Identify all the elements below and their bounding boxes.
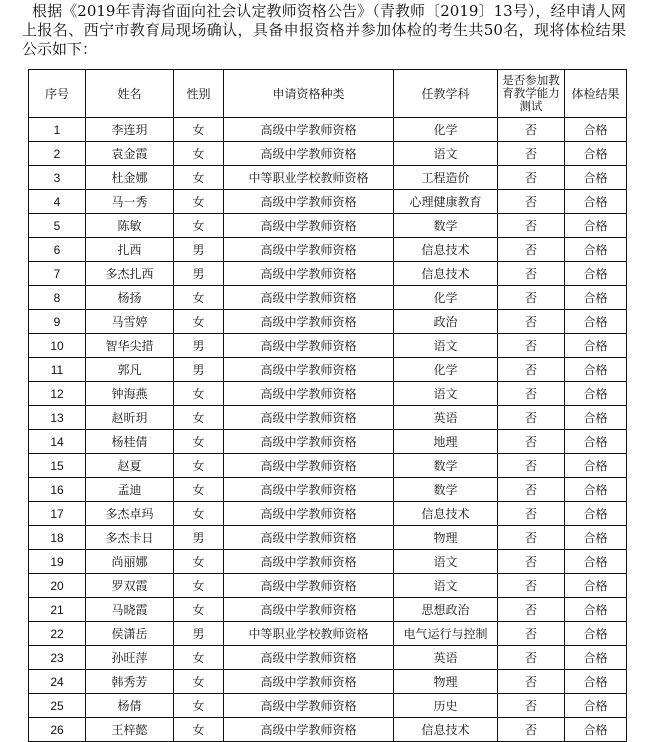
table-row: [29, 406, 627, 430]
cell-qualification: 高级中学教师资格: [224, 310, 394, 334]
cell-ability-test: 否: [498, 550, 565, 574]
table-row: [29, 214, 627, 238]
cell-subject: 语文: [394, 550, 498, 574]
cell-subject: 思想政治: [394, 598, 498, 622]
cell-index: 13: [29, 406, 86, 430]
cell-exam-result: 合格: [565, 238, 627, 262]
cell-subject: 化学: [394, 118, 498, 142]
cell-gender: 男: [174, 334, 224, 358]
cell-exam-result: 合格: [565, 118, 627, 142]
cell-gender: 女: [174, 502, 224, 526]
cell-index: 18: [29, 526, 86, 550]
cell-name: 赵昕玥: [86, 406, 174, 430]
cell-name: 赵夏: [86, 454, 174, 478]
cell-index: 14: [29, 430, 86, 454]
cell-subject: 语文: [394, 382, 498, 406]
table-row: [29, 694, 627, 718]
cell-gender: 女: [174, 718, 224, 742]
cell-subject: 地理: [394, 430, 498, 454]
cell-qualification: 高级中学教师资格: [224, 382, 394, 406]
cell-name: 扎西: [86, 238, 174, 262]
cell-exam-result: 合格: [565, 478, 627, 502]
cell-exam-result: 合格: [565, 358, 627, 382]
header-cell-index: 序号: [29, 70, 86, 118]
table-row: [29, 118, 627, 142]
cell-qualification: 高级中学教师资格: [224, 214, 394, 238]
cell-subject: 心理健康教育: [394, 190, 498, 214]
cell-ability-test: 否: [498, 286, 565, 310]
cell-exam-result: 合格: [565, 550, 627, 574]
cell-subject: 物理: [394, 526, 498, 550]
cell-subject: 信息技术: [394, 718, 498, 742]
cell-subject: 语文: [394, 142, 498, 166]
cell-index: 11: [29, 358, 86, 382]
cell-subject: 英语: [394, 406, 498, 430]
cell-name: 多杰卓玛: [86, 502, 174, 526]
table-body: [29, 118, 627, 742]
cell-name: 陈敏: [86, 214, 174, 238]
cell-exam-result: 合格: [565, 526, 627, 550]
cell-name: 侯潇岳: [86, 622, 174, 646]
cell-qualification: 高级中学教师资格: [224, 574, 394, 598]
cell-name: 多杰卡日: [86, 526, 174, 550]
cell-name: 钟海燕: [86, 382, 174, 406]
cell-name: 李连玥: [86, 118, 174, 142]
cell-ability-test: 否: [498, 238, 565, 262]
cell-gender: 女: [174, 670, 224, 694]
cell-exam-result: 合格: [565, 382, 627, 406]
cell-gender: 女: [174, 310, 224, 334]
cell-name: 尚丽娜: [86, 550, 174, 574]
cell-qualification: 高级中学教师资格: [224, 718, 394, 742]
cell-name: 多杰扎西: [86, 262, 174, 286]
cell-ability-test: 否: [498, 598, 565, 622]
cell-ability-test: 否: [498, 310, 565, 334]
cell-subject: 数学: [394, 454, 498, 478]
cell-qualification: 高级中学教师资格: [224, 190, 394, 214]
cell-name: 杨桂倩: [86, 430, 174, 454]
cell-qualification: 高级中学教师资格: [224, 694, 394, 718]
cell-index: 16: [29, 478, 86, 502]
table-row: [29, 454, 627, 478]
cell-index: 25: [29, 694, 86, 718]
cell-exam-result: 合格: [565, 694, 627, 718]
cell-name: 马一秀: [86, 190, 174, 214]
cell-name: 袁金霞: [86, 142, 174, 166]
header-cell-exam-result: 体检结果: [565, 70, 627, 118]
cell-name: 孙旺萍: [86, 646, 174, 670]
cell-gender: 男: [174, 622, 224, 646]
cell-exam-result: 合格: [565, 334, 627, 358]
header-cell-gender: 性别: [174, 70, 224, 118]
table-row: [29, 334, 627, 358]
cell-qualification: 高级中学教师资格: [224, 238, 394, 262]
cell-ability-test: 否: [498, 718, 565, 742]
cell-ability-test: 否: [498, 526, 565, 550]
table-row: [29, 238, 627, 262]
cell-qualification: 高级中学教师资格: [224, 142, 394, 166]
cell-qualification: 高级中学教师资格: [224, 262, 394, 286]
cell-subject: 化学: [394, 286, 498, 310]
cell-name: 杨扬: [86, 286, 174, 310]
cell-name: 孟迪: [86, 478, 174, 502]
cell-subject: 化学: [394, 358, 498, 382]
cell-gender: 女: [174, 574, 224, 598]
cell-ability-test: 否: [498, 670, 565, 694]
cell-name: 马雪婷: [86, 310, 174, 334]
cell-subject: 工程造价: [394, 166, 498, 190]
cell-name: 王梓懿: [86, 718, 174, 742]
cell-ability-test: 否: [498, 430, 565, 454]
cell-exam-result: 合格: [565, 166, 627, 190]
cell-qualification: 高级中学教师资格: [224, 502, 394, 526]
cell-gender: 女: [174, 406, 224, 430]
table-row: [29, 646, 627, 670]
cell-exam-result: 合格: [565, 430, 627, 454]
cell-subject: 物理: [394, 670, 498, 694]
cell-name: 韩秀芳: [86, 670, 174, 694]
cell-gender: 女: [174, 214, 224, 238]
cell-qualification: 高级中学教师资格: [224, 358, 394, 382]
header-cell-name: 姓名: [86, 70, 174, 118]
cell-exam-result: 合格: [565, 646, 627, 670]
table-row: [29, 262, 627, 286]
cell-gender: 男: [174, 526, 224, 550]
cell-exam-result: 合格: [565, 286, 627, 310]
cell-exam-result: 合格: [565, 214, 627, 238]
cell-gender: 女: [174, 430, 224, 454]
intro-paragraph: 根据《2019年青海省面向社会认定教师资格公告》（青教师〔2019〕13号），经申请人网上报名、西宁市教育局现场确认，具备申报资格并参加体检的考生共50名，现将体检结果公示如下：: [22, 2, 626, 58]
cell-index: 4: [29, 190, 86, 214]
cell-index: 9: [29, 310, 86, 334]
cell-ability-test: 否: [498, 694, 565, 718]
cell-exam-result: 合格: [565, 310, 627, 334]
cell-qualification: 高级中学教师资格: [224, 646, 394, 670]
header-cell-subject: 任教学科: [394, 70, 498, 118]
cell-gender: 女: [174, 118, 224, 142]
cell-gender: 女: [174, 142, 224, 166]
cell-index: 24: [29, 670, 86, 694]
table-row: [29, 670, 627, 694]
cell-exam-result: 合格: [565, 262, 627, 286]
cell-gender: 女: [174, 550, 224, 574]
cell-index: 2: [29, 142, 86, 166]
table-row: [29, 286, 627, 310]
cell-ability-test: 否: [498, 142, 565, 166]
table-row: [29, 622, 627, 646]
cell-qualification: 高级中学教师资格: [224, 550, 394, 574]
table-row: [29, 478, 627, 502]
cell-index: 12: [29, 382, 86, 406]
cell-name: 马晓霞: [86, 598, 174, 622]
cell-subject: 语文: [394, 334, 498, 358]
cell-name: 智华尖措: [86, 334, 174, 358]
cell-index: 23: [29, 646, 86, 670]
table-row: [29, 430, 627, 454]
cell-ability-test: 否: [498, 646, 565, 670]
cell-exam-result: 合格: [565, 598, 627, 622]
cell-subject: 信息技术: [394, 502, 498, 526]
cell-ability-test: 否: [498, 118, 565, 142]
cell-exam-result: 合格: [565, 454, 627, 478]
cell-index: 17: [29, 502, 86, 526]
cell-subject: 信息技术: [394, 238, 498, 262]
cell-ability-test: 否: [498, 478, 565, 502]
cell-name: 杨倩: [86, 694, 174, 718]
cell-ability-test: 否: [498, 334, 565, 358]
cell-name: 郭凡: [86, 358, 174, 382]
cell-subject: 信息技术: [394, 262, 498, 286]
cell-subject: 英语: [394, 646, 498, 670]
cell-index: 26: [29, 718, 86, 742]
cell-index: 20: [29, 574, 86, 598]
cell-qualification: 中等职业学校教师资格: [224, 622, 394, 646]
cell-gender: 女: [174, 694, 224, 718]
table-row: [29, 166, 627, 190]
cell-qualification: 高级中学教师资格: [224, 526, 394, 550]
cell-index: 3: [29, 166, 86, 190]
cell-ability-test: 否: [498, 622, 565, 646]
cell-qualification: 高级中学教师资格: [224, 286, 394, 310]
table-row: [29, 310, 627, 334]
cell-qualification: 高级中学教师资格: [224, 406, 394, 430]
cell-exam-result: 合格: [565, 670, 627, 694]
table-row: [29, 526, 627, 550]
cell-gender: 女: [174, 286, 224, 310]
cell-exam-result: 合格: [565, 406, 627, 430]
cell-gender: 女: [174, 598, 224, 622]
table-row: [29, 574, 627, 598]
cell-index: 10: [29, 334, 86, 358]
cell-ability-test: 否: [498, 382, 565, 406]
cell-exam-result: 合格: [565, 190, 627, 214]
cell-qualification: 高级中学教师资格: [224, 118, 394, 142]
cell-gender: 男: [174, 238, 224, 262]
cell-gender: 女: [174, 646, 224, 670]
table-row: [29, 502, 627, 526]
cell-name: 杜金娜: [86, 166, 174, 190]
cell-ability-test: 否: [498, 358, 565, 382]
cell-exam-result: 合格: [565, 142, 627, 166]
table-row: [29, 598, 627, 622]
cell-ability-test: 否: [498, 190, 565, 214]
cell-subject: 历史: [394, 694, 498, 718]
cell-gender: 女: [174, 166, 224, 190]
cell-index: 7: [29, 262, 86, 286]
cell-name: 罗双霞: [86, 574, 174, 598]
cell-qualification: 高级中学教师资格: [224, 430, 394, 454]
table-row: [29, 550, 627, 574]
cell-subject: 数学: [394, 214, 498, 238]
cell-index: 15: [29, 454, 86, 478]
cell-exam-result: 合格: [565, 622, 627, 646]
cell-ability-test: 否: [498, 214, 565, 238]
header-row: [29, 70, 627, 118]
results-table: [28, 69, 627, 742]
cell-qualification: 高级中学教师资格: [224, 478, 394, 502]
cell-qualification: 中等职业学校教师资格: [224, 166, 394, 190]
cell-gender: 男: [174, 358, 224, 382]
cell-subject: 数学: [394, 478, 498, 502]
cell-subject: 语文: [394, 574, 498, 598]
cell-ability-test: 否: [498, 406, 565, 430]
cell-ability-test: 否: [498, 574, 565, 598]
header-cell-qualification: 申请资格种类: [224, 70, 394, 118]
cell-qualification: 高级中学教师资格: [224, 598, 394, 622]
cell-index: 22: [29, 622, 86, 646]
cell-index: 5: [29, 214, 86, 238]
cell-gender: 女: [174, 454, 224, 478]
cell-index: 19: [29, 550, 86, 574]
cell-qualification: 高级中学教师资格: [224, 670, 394, 694]
cell-gender: 女: [174, 478, 224, 502]
cell-exam-result: 合格: [565, 574, 627, 598]
cell-qualification: 高级中学教师资格: [224, 454, 394, 478]
cell-exam-result: 合格: [565, 502, 627, 526]
cell-qualification: 高级中学教师资格: [224, 334, 394, 358]
cell-ability-test: 否: [498, 166, 565, 190]
table-row: [29, 358, 627, 382]
table-row: [29, 142, 627, 166]
table-row: [29, 382, 627, 406]
cell-subject: 政治: [394, 310, 498, 334]
cell-gender: 女: [174, 382, 224, 406]
cell-ability-test: 否: [498, 454, 565, 478]
cell-gender: 女: [174, 190, 224, 214]
header-cell-ability-test: 是否参加教育教学能力测试: [498, 70, 565, 118]
cell-subject: 电气运行与控制: [394, 622, 498, 646]
cell-ability-test: 否: [498, 502, 565, 526]
cell-index: 21: [29, 598, 86, 622]
table-row: [29, 190, 627, 214]
cell-ability-test: 否: [498, 262, 565, 286]
cell-index: 6: [29, 238, 86, 262]
cell-exam-result: 合格: [565, 718, 627, 742]
cell-index: 8: [29, 286, 86, 310]
cell-gender: 男: [174, 262, 224, 286]
cell-index: 1: [29, 118, 86, 142]
